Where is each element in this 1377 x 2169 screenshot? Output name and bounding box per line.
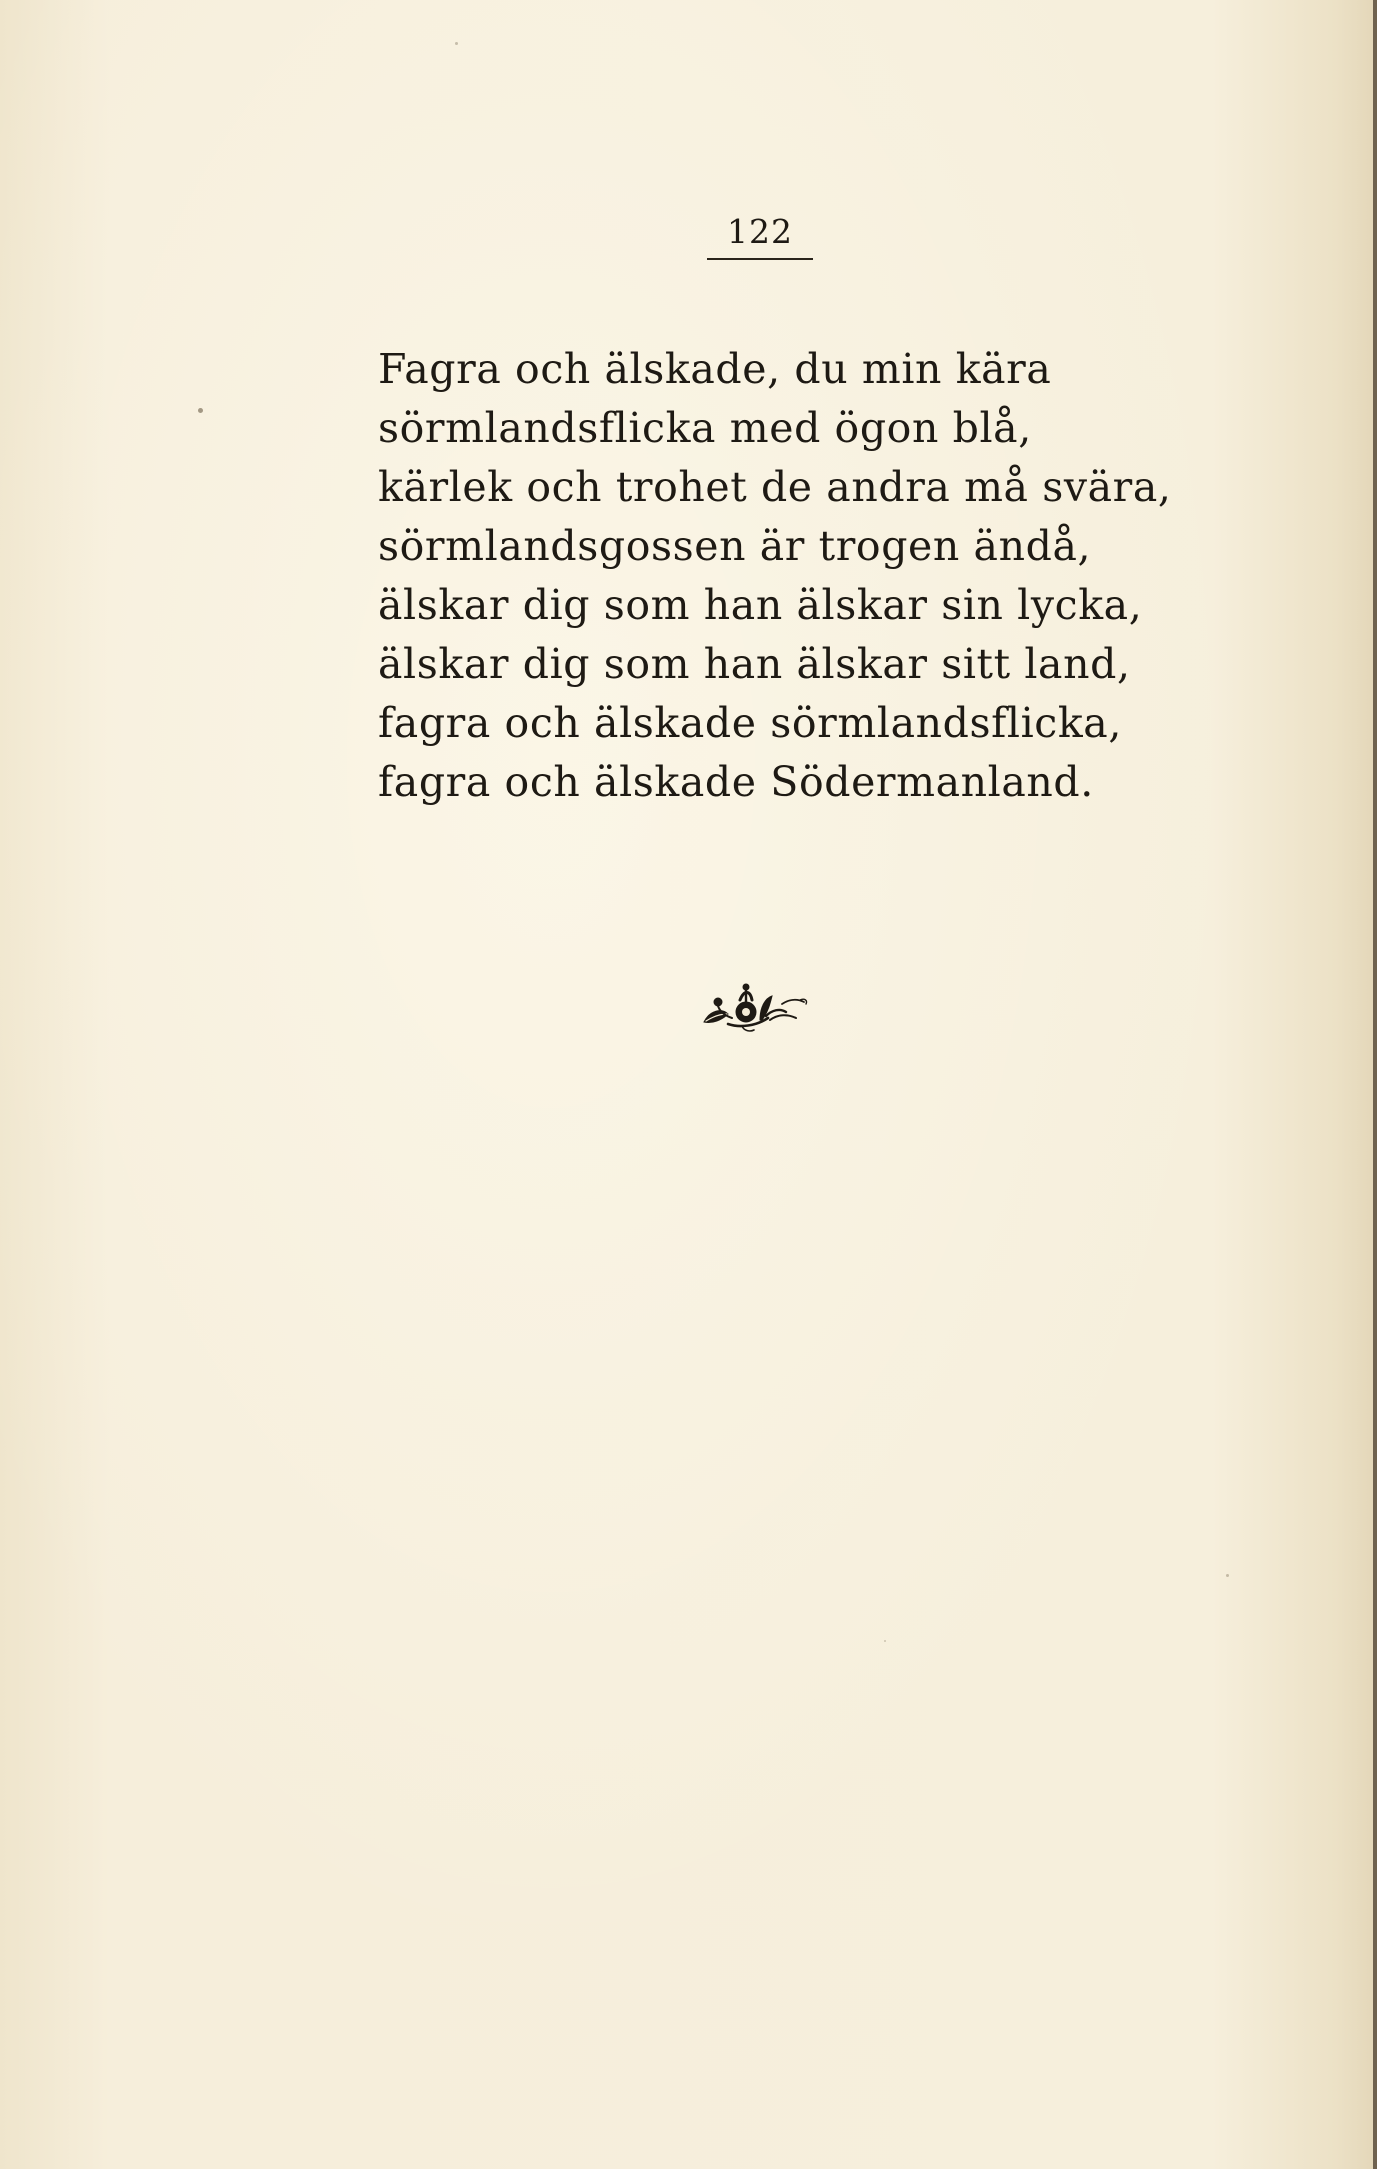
paper-speck [884,1640,886,1642]
floral-vignette-icon [700,982,810,1034]
poem-line: Fagra och älskade, du min kära [378,345,1052,393]
poem-stanza [378,340,1278,812]
paper-speck [455,42,458,45]
poem-line: sörmlandsflicka med ögon blå, [378,404,1032,452]
page-number: 122 [727,212,793,251]
poem-line: sörmlandsgossen är trogen ändå, [378,522,1092,570]
paper-speck [1226,1574,1229,1577]
poem-line: fagra och älskade Södermanland. [378,758,1094,806]
poem-line: älskar dig som han älskar sitt land, [378,640,1131,688]
paper-speck [198,408,203,413]
page-edge-shadow [1373,0,1377,2169]
poem-line: fagra och älskade sörmlandsflicka, [378,699,1122,747]
poem-line: älskar dig som han älskar sin lycka, [378,581,1143,629]
page-number-rule [707,258,813,260]
poem-line: kärlek och trohet de andra må svära, [378,463,1172,511]
